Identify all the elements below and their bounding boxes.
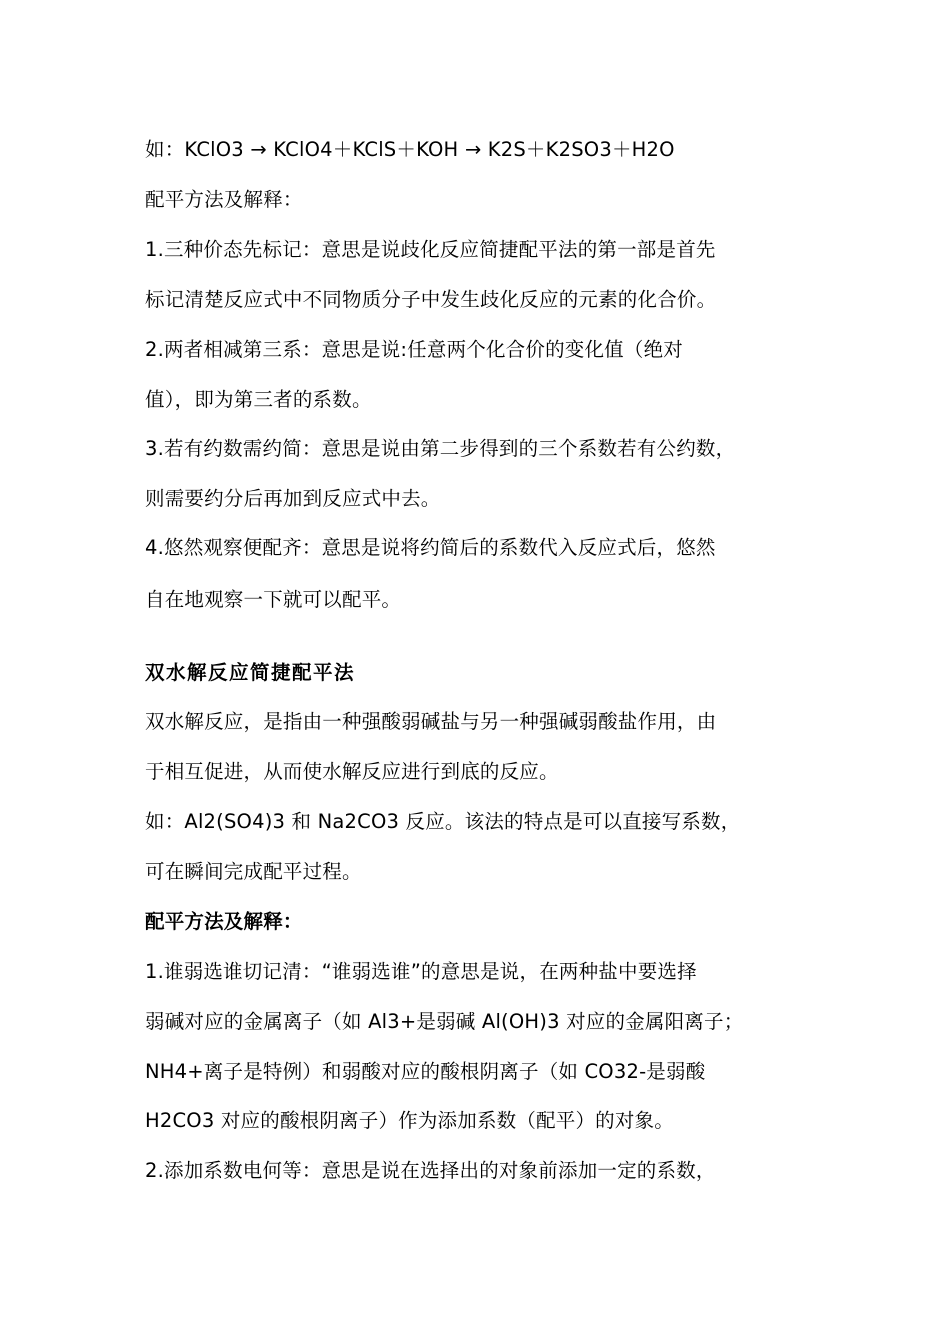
step-line: 2.添加系数电何等：意思是说在选择出的对象前添加一定的系数， (145, 1159, 716, 1182)
method-label: 配平方法及解释： (145, 188, 303, 211)
step-line: 弱碱对应的金属离子（如 Al3+是弱碱 Al(OH)3 对应的金属阳离子； (145, 1010, 744, 1033)
intro-line: 于相互促进，从而使水解反应进行到底的反应。 (145, 760, 559, 783)
method-label: 配平方法及解释： (145, 910, 303, 933)
step-line: 标记清楚反应式中不同物质分子中发生歧化反应的元素的化合价。 (145, 288, 717, 311)
step-line: 1.三种价态先标记：意思是说歧化反应简捷配平法的第一部是首先 (145, 238, 716, 261)
step-line: 3.若有约数需约简：意思是说由第二步得到的三个系数若有公约数， (145, 437, 736, 460)
step-line: 自在地观察一下就可以配平。 (145, 588, 402, 611)
intro-line: 如：Al2(SO4)3 和 Na2CO3 反应。该法的特点是可以直接写系数， (145, 810, 741, 833)
step-line: 4.悠然观察便配齐：意思是说将约简后的系数代入反应式后，悠然 (145, 536, 716, 559)
step-line: 值），即为第三者的系数。 (145, 388, 372, 411)
intro-line: 可在瞬间完成配平过程。 (145, 860, 362, 883)
section-title: 双水解反应简捷配平法 (145, 661, 356, 684)
example-equation: 如：KClO3 → KClO4＋KClS＋KOH → K2S＋K2SO3＋H2O (145, 138, 675, 161)
step-line: 2.两者相减第三系：意思是说:任意两个化合价的变化值（绝对 (145, 338, 683, 361)
step-line: H2CO3 对应的酸根阴离子）作为添加系数（配平）的对象。 (145, 1109, 674, 1132)
step-line: 1.谁弱选谁切记清：“谁弱选谁”的意思是说，在两种盐中要选择 (145, 960, 697, 983)
step-line: NH4+离子是特例）和弱酸对应的酸根阴离子（如 CO32-是弱酸 (145, 1060, 706, 1083)
intro-line: 双水解反应，是指由一种强酸弱碱盐与另一种强碱弱酸盐作用，由 (145, 710, 717, 733)
step-line: 则需要约分后再加到反应式中去。 (145, 487, 441, 510)
